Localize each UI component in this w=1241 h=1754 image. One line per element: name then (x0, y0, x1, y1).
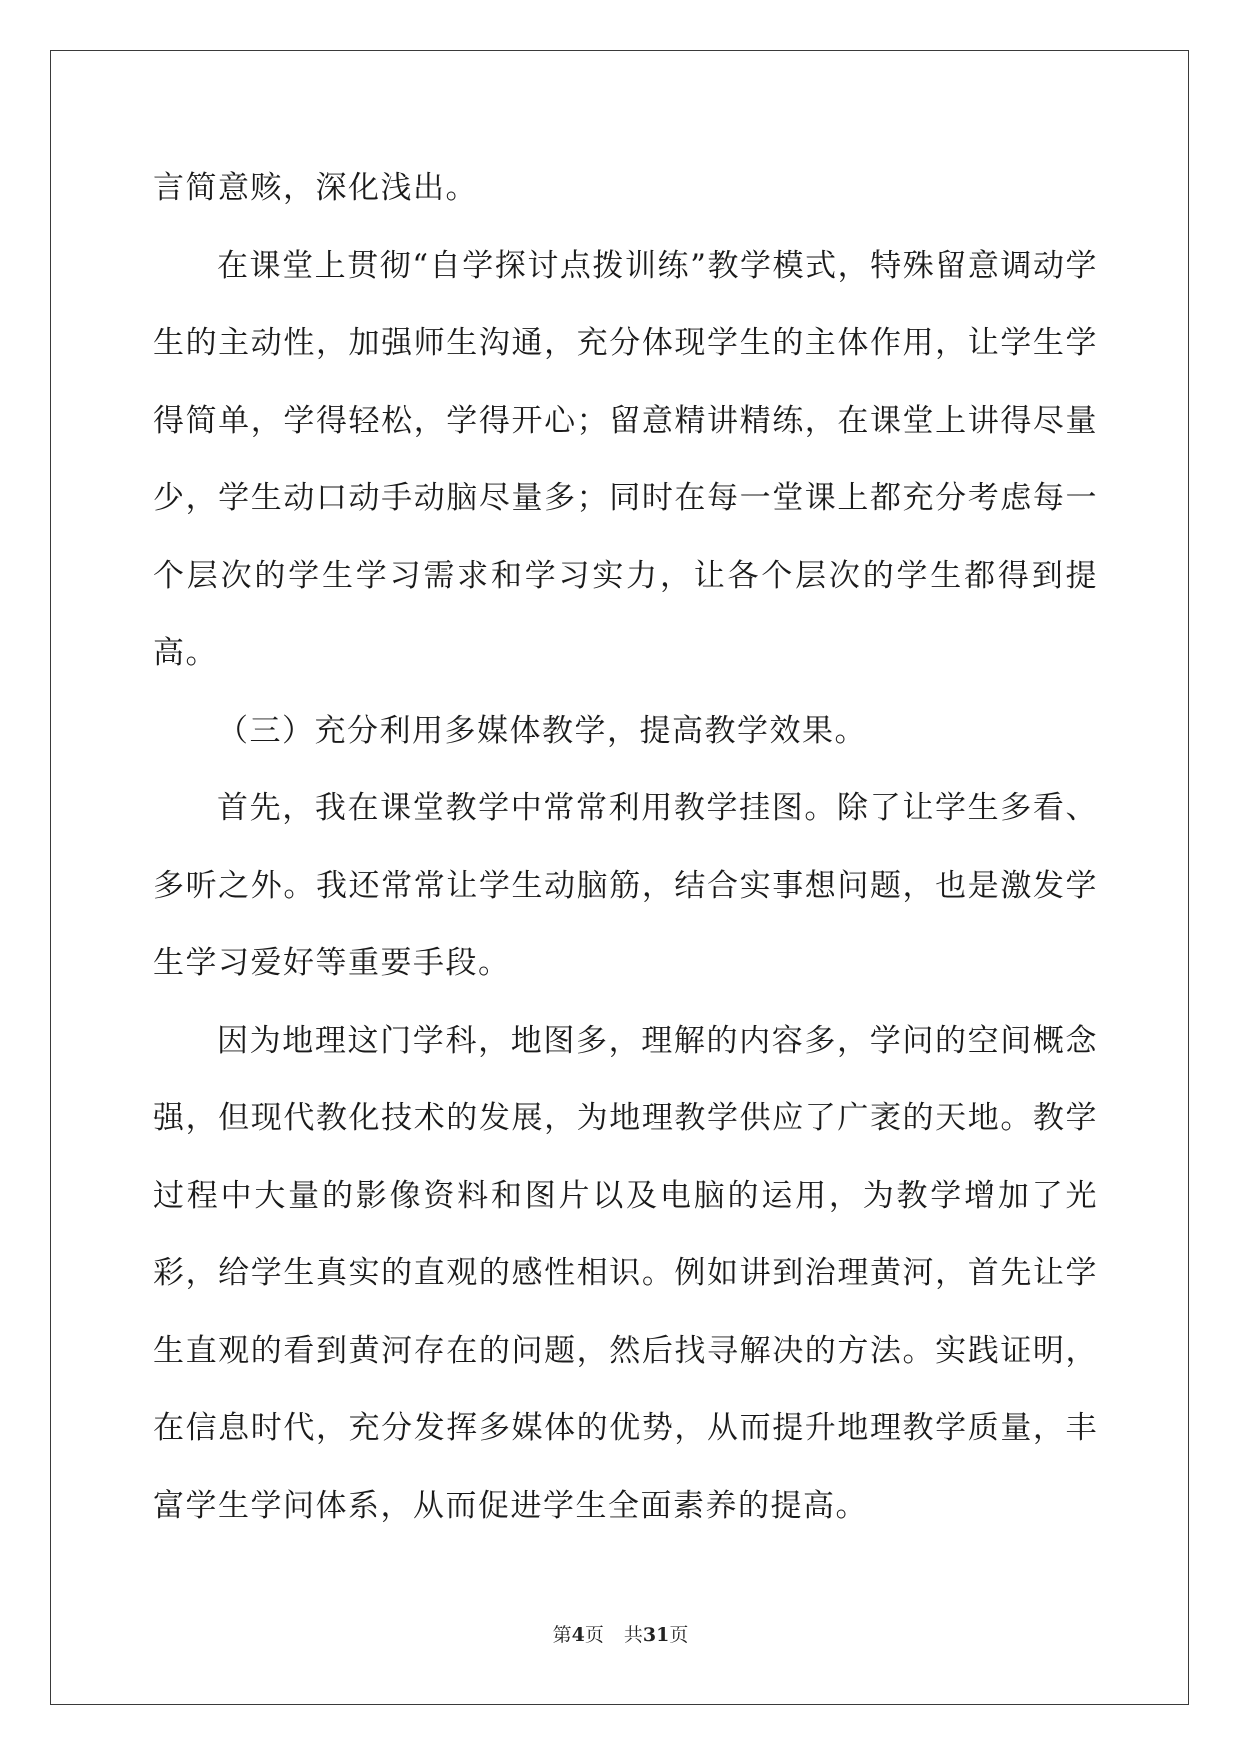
paragraph-2: 在课堂上贯彻“自学探讨点拨训练”教学模式，特殊留意调动学生的主动性，加强师生沟通，充分体现学生的主体作用，让学生学得简单，学得轻松，学得开心；留意精讲精练，在课堂上讲得尽量少，学生动口动手动脑尽量多；同时在每一堂课上都充分考虑每一个层次的学生学习需求和学习实力，让各个层次的学生都得到提高。 (153, 247, 1098, 671)
paragraph-4: 首先，我在课堂教学中常常利用教学挂图。除了让学生多看、多听之外。我还常常让学生动脑筋，结合实事想问题，也是激发学生学习爱好等重要手段。 (153, 790, 1098, 981)
footer-total-prefix: 共 (623, 1624, 643, 1646)
paragraph-3-section-heading: （三）充分利用多媒体教学，提高教学效果。 (217, 712, 867, 749)
total-pages-number: 31 (642, 1624, 670, 1646)
paragraph-5: 因为地理这门学科，地图多，理解的内容多，学问的空间概念强，但现代教化技术的发展，为地理教学供应了广袤的天地。教学过程中大量的影像资料和图片以及电脑的运用，为教学增加了光彩，给学生真实的直观的感性相识。例如讲到治理黄河，首先让学生直观的看到黄河存在的问题，然后找寻解决的方法。实践证明，在信息时代，充分发挥多媒体的优势，从而提升地理教学质量，丰富学生学问体系，从而促进学生全面素养的提高。 (153, 1022, 1098, 1524)
footer-prefix: 第 (552, 1624, 572, 1646)
page-footer (0, 1620, 1241, 1647)
paragraph-1: 言简意赅，深化浅出。 (153, 170, 478, 206)
footer-total-unit: 页 (669, 1624, 689, 1646)
current-page-number: 4 (571, 1624, 585, 1646)
footer-page-unit: 页 (584, 1624, 604, 1646)
document-body (153, 150, 1098, 1545)
